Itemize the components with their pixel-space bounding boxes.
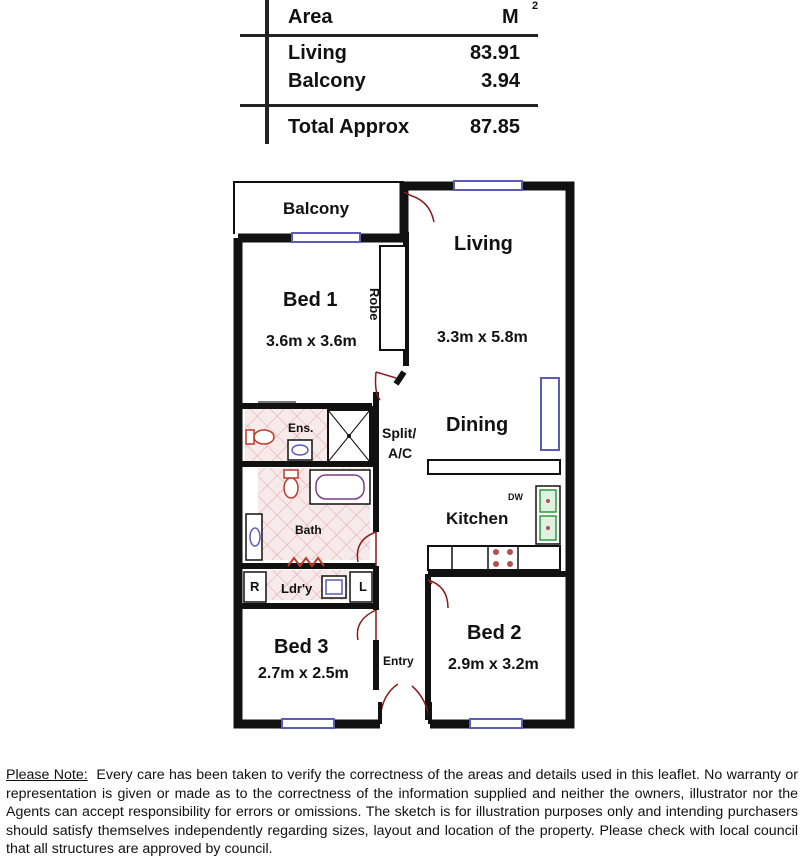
basin-icon [288, 440, 312, 460]
laundry-tub-icon [322, 576, 346, 598]
toilet-icon [284, 470, 298, 498]
room-dims-bed3: 2.7m x 2.5m [258, 665, 349, 682]
area-row-label: Balcony [288, 70, 366, 92]
room-label-bed2: Bed 2 [467, 622, 522, 644]
room-label-robe: Robe [367, 288, 382, 321]
room-label-living: Living [454, 233, 513, 255]
kitchen-island-bench [428, 460, 560, 474]
door-frame [380, 702, 430, 724]
area-header-label: Area [288, 6, 333, 28]
room-label-kitchen: Kitchen [446, 509, 509, 528]
label-linen: L [359, 579, 367, 594]
room-dims-bed1: 3.6m x 3.6m [266, 333, 357, 350]
room-label-bed1: Bed 1 [283, 289, 338, 311]
bathtub-icon [310, 470, 370, 504]
area-total-label: Total Approx [288, 116, 410, 138]
kitchen-sink-icon [536, 486, 560, 544]
room-label-entry: Entry [383, 654, 414, 668]
disclaimer-note [6, 766, 798, 859]
area-row-value: 3.94 [481, 70, 520, 92]
robe-cupboard [380, 246, 406, 350]
room-label-bath: Bath [295, 523, 322, 537]
room-label-ensuite: Ens. [288, 421, 314, 435]
area-total-value: 87.85 [469, 116, 520, 138]
room-dims-living: 3.3m x 5.8m [437, 329, 528, 346]
toilet-icon [246, 430, 274, 444]
area-row-label: Living [288, 42, 347, 64]
label-fridge-recess: R [250, 579, 260, 594]
label-dishwasher: DW [508, 492, 523, 502]
room-label-bed3: Bed 3 [274, 636, 329, 658]
room-label-dining: Dining [446, 414, 509, 436]
disclaimer-heading: Please Note: [6, 767, 88, 783]
label-split-ac: Split/ [382, 425, 417, 441]
kitchen-bench [428, 546, 560, 570]
room-label-balcony: Balcony [283, 199, 350, 218]
vanity-icon [246, 514, 262, 560]
room-dims-bed2: 2.9m x 3.2m [448, 656, 539, 673]
area-unit: M [502, 6, 519, 28]
area-unit-superscript: 2 [532, 0, 539, 12]
shower-icon [328, 410, 370, 462]
disclaimer-body: Every care has been taken to verify the correctness of the areas and details used in this leaflet. No warranty or representation is given or made as to the correctness of the information supplied and neither the owners, illustrator nor the Agents can accept responsibility for errors or omissions. The sketch is for illustration purposes only and intending purchasers should satisfy themselves independently regarding sizes, layout and location of the property. Please check with local council that all structures are approved by council. [6, 767, 798, 857]
area-row-value: 83.91 [469, 42, 520, 64]
room-label-laundry: Ldr'y [281, 581, 313, 596]
label-split-ac-2: A/C [388, 445, 413, 461]
